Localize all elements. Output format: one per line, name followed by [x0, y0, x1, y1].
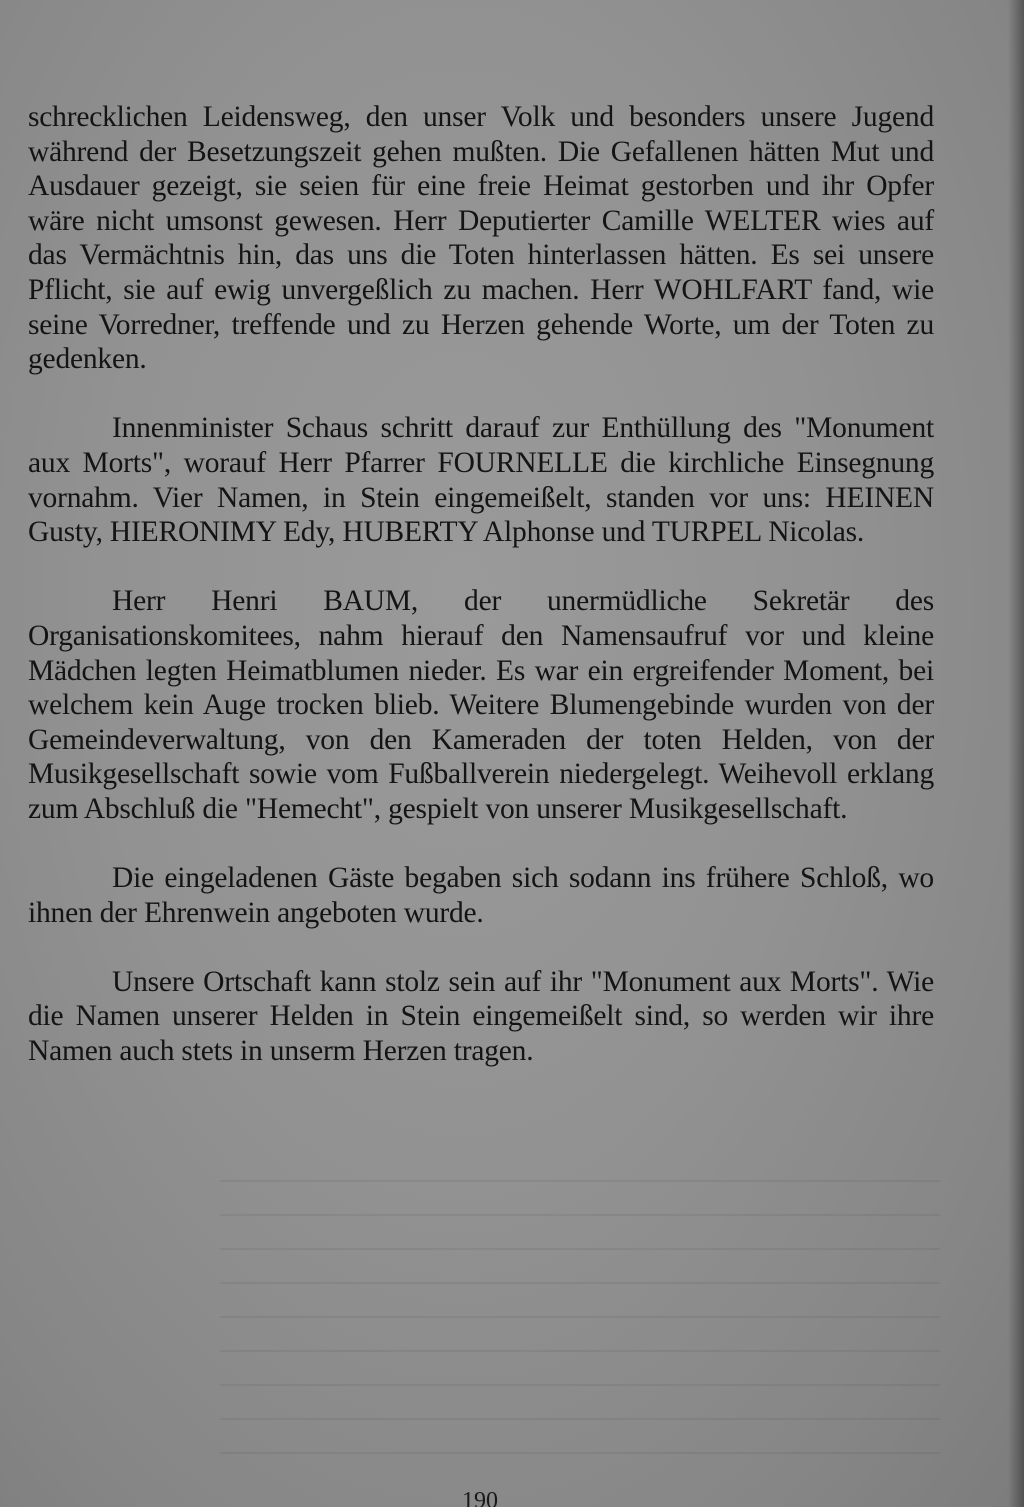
- paragraph-1: schrecklichen Leidensweg, den unser Volk und besonders unsere Jugend während der Besetzungszeit gehen mußten. Die Gefallenen hätten Mut und Ausdauer gezeigt, sie seien für eine freie Heimat gestorben und ihr Opfer wäre nicht umsonst gewesen. Herr Deputierter Camille WELTER wies auf das Vermächtnis hin, das uns die Toten hinterlassen hätten. Es sei unsere Pflicht, sie auf ewig unvergeßlich zu machen. Herr WOHLFART fand, wie seine Vorredner, treffende und zu Herzen gehende Worte, um der Toten zu gedenken.: [28, 101, 934, 376]
- paragraph-5: Unsere Ortschaft kann stolz sein auf ihr "Monument aux Morts". Wie die Namen unserer Helden in Stein eingemeißelt sind, so werden wir ihre Namen auch stets in unserm Herzen tragen.: [28, 965, 934, 1068]
- page-number: 190: [462, 1488, 498, 1507]
- paragraph-3: Herr Henri BAUM, der unermüdliche Sekretär des Organisationskomitees, nahm hierauf den Namensaufruf vor und kleine Mädchen legten Heimatblumen nieder. Es war ein ergreifender Moment, bei welchem kein Auge trocken blieb. Weitere Blumengebinde wurden von der Gemeindeverwaltung, von den Kameraden der toten Helden, von der Musikgesellschaft sowie vom Fußballverein niedergelegt. Weihevoll erklang zum Abschluß die "Hemecht", gespielt von unserer Musikgesellschaft.: [28, 585, 934, 825]
- paragraph-4: Die eingeladenen Gäste begaben sich sodann ins frühere Schloß, wo ihnen der Ehrenwein angeboten wurde.: [28, 862, 934, 929]
- paragraph-2: Innenminister Schaus schritt darauf zur Enthüllung des "Monument aux Morts", worauf Herr Pfarrer FOURNELLE die kirchliche Einsegnung vornahm. Vier Namen, in Stein eingemeißelt, standen vor uns: HEINEN Gusty, HIERONIMY Edy, HUBERTY Alphonse und TURPEL Nicolas.: [28, 412, 934, 549]
- body-text: [28, 100, 934, 1103]
- page-edge-shadow: [1008, 0, 1024, 1507]
- reverse-side-bleed-through: [220, 1180, 940, 1460]
